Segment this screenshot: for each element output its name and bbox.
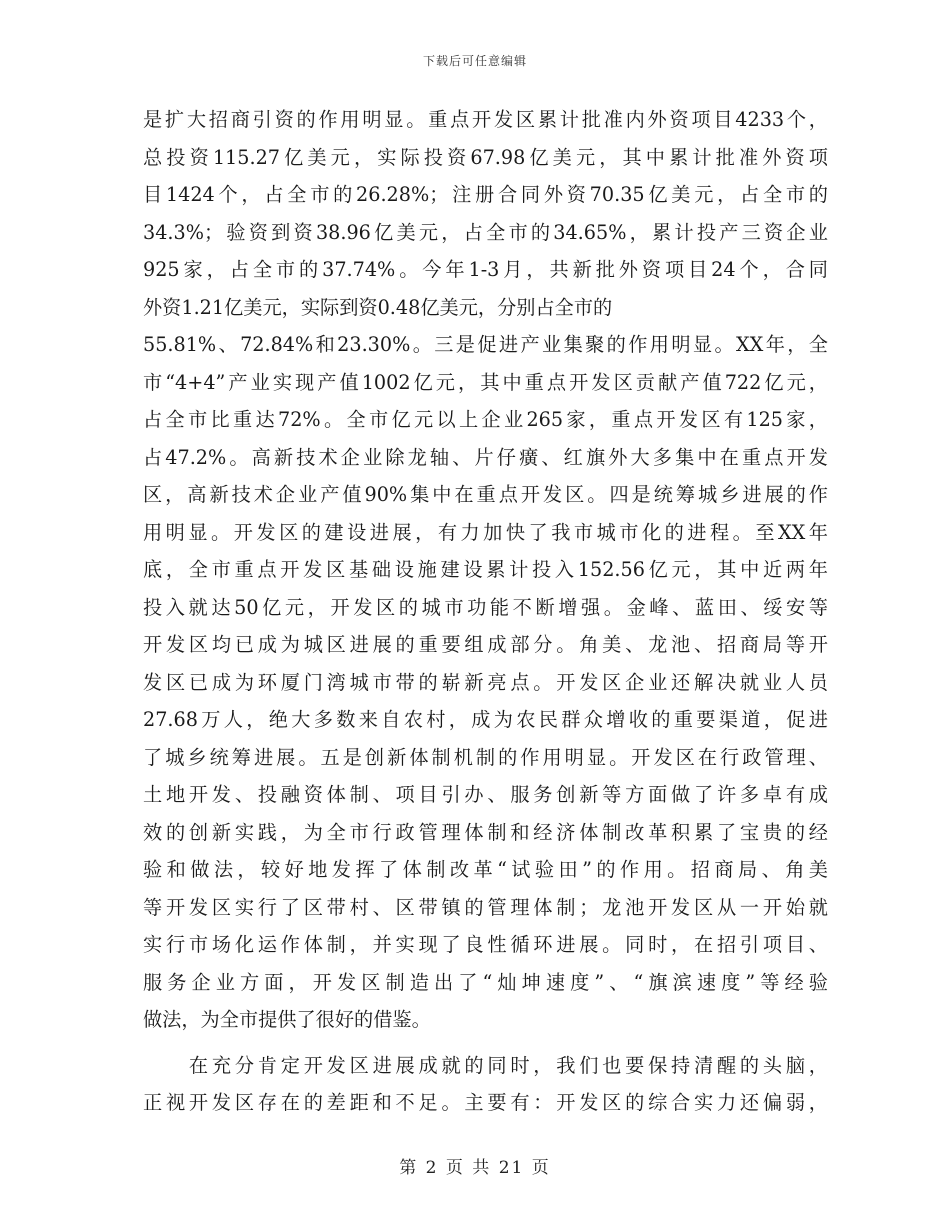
text-line: 占47.2%。高新技术企业除龙轴、片仔癀、红旗外大多集中在重点开发	[143, 445, 828, 469]
text-line: 正视开发区存在的差距和不足。主要有：开发区的综合实力还偏弱，	[143, 1091, 828, 1114]
text-line: 开发区均已成为城区进展的重要组成部分。角美、龙池、招商局等开	[143, 633, 828, 656]
text-line: 底，全市重点开发区基础设施建设累计投入152.56亿元，其中近两年	[143, 558, 828, 581]
text-line: 发区已成为环厦门湾城市带的崭新亮点。开发区企业还解决就业人员	[143, 670, 828, 694]
text-line: 区，高新技术企业产值90%集中在重点开发区。四是统筹城乡进展的作	[143, 483, 828, 506]
text-line: 效的创新实践，为全市行政管理体制和经济体制改革积累了宝贵的经	[143, 820, 828, 844]
body-text	[143, 101, 828, 1122]
page-header: 下载后可任意编辑	[422, 54, 527, 68]
text-line: 外资1.21亿美元，实际到资0.48亿美元，分别占全市的	[143, 295, 613, 319]
text-line: 验和做法，较好地发挥了体制改革“试验田”的作用。招商局、角美	[143, 858, 828, 881]
text-line: 占全市比重达72%。全市亿元以上企业265家，重点开发区有125家，	[143, 408, 828, 431]
text-line: 目1424个，占全市的26.28%；注册合同外资70.35亿美元，占全市的	[143, 183, 828, 206]
text-line: 925家，占全市的37.74%。今年1-3月，共新批外资项目24个，合同	[143, 258, 828, 281]
text-line: 27.68万人，绝大多数来自农村，成为农民群众增收的重要渠道，促进	[143, 708, 828, 731]
text-line: 是扩大招商引资的作用明显。重点开发区累计批准内外资项目4233个，	[143, 108, 828, 131]
text-line: 34.3%；验资到资38.96亿美元，占全市的34.65%，累计投产三资企业	[143, 220, 828, 244]
text-line: 用明显。开发区的建设进展，有力加快了我市城市化的进程。至XX年	[143, 520, 828, 544]
text-line: 了城乡统筹进展。五是创新体制机制的作用明显。开发区在行政管理、	[143, 745, 828, 769]
text-line: 市“4+4”产业实现产值1002亿元，其中重点开发区贡献产值722亿元，	[143, 370, 828, 394]
text-line: 土地开发、投融资体制、项目引办、服务创新等方面做了许多卓有成	[143, 783, 828, 806]
text-line: 做法，为全市提供了很好的借鉴。	[143, 1008, 431, 1031]
text-line: 55.81%、72.84%和23.30%。三是促进产业集聚的作用明显。XX年，全	[143, 333, 828, 356]
text-line: 等开发区实行了区带村、区带镇的管理体制；龙池开发区从一开始就	[143, 895, 828, 919]
page-number-footer: 第 2 页 共 21 页	[399, 1158, 551, 1178]
text-line: 投入就达50亿元，开发区的城市功能不断增强。金峰、蓝田、绥安等	[143, 595, 828, 619]
text-line: 总投资115.27亿美元，实际投资67.98亿美元，其中累计批准外资项	[143, 145, 828, 169]
text-line: 实行市场化运作体制，并实现了良性循环进展。同时，在招引项目、	[143, 933, 828, 956]
text-line: 服务企业方面，开发区制造出了“灿坤速度”、“旗滨速度”等经验	[143, 970, 828, 994]
text-line: 在充分肯定开发区进展成就的同时，我们也要保持清醒的头脑，	[143, 1053, 828, 1077]
